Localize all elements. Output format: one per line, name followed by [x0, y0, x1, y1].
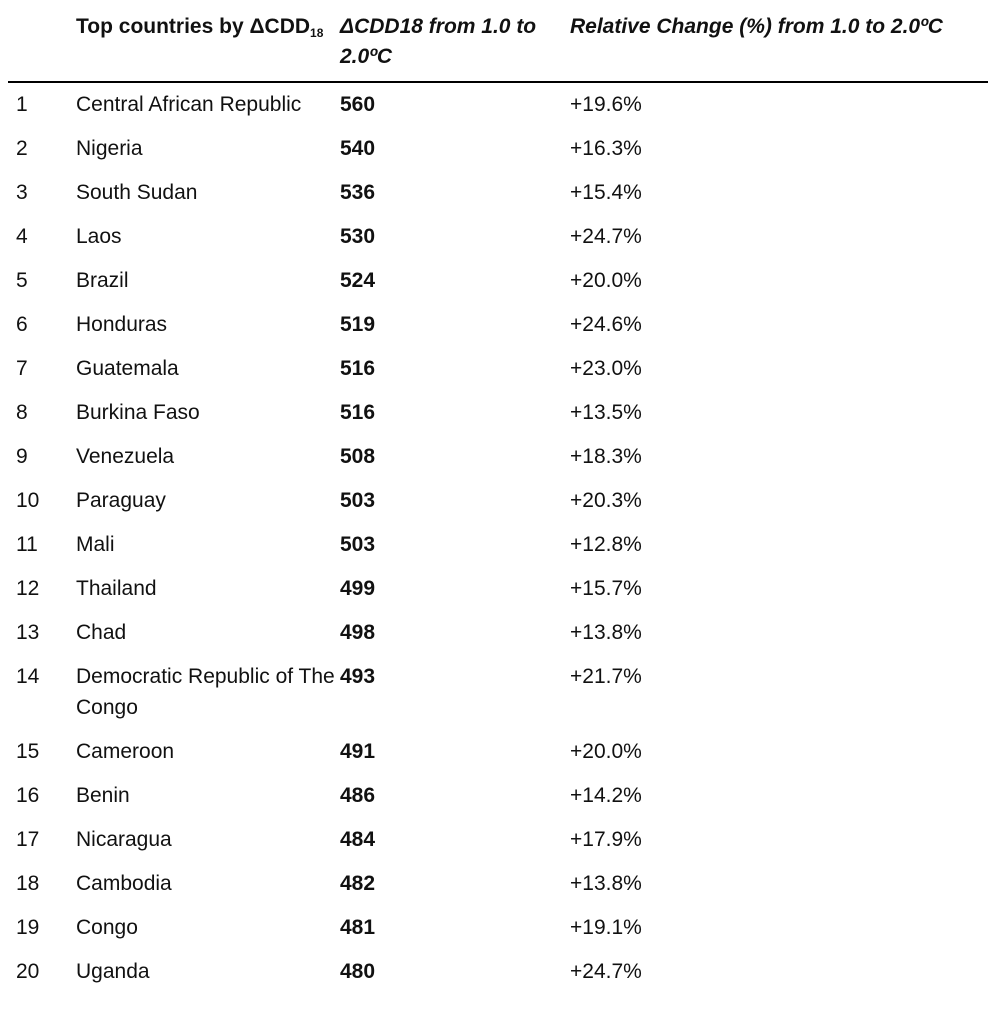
row-country: Guatemala [76, 357, 179, 380]
row-relative: +13.8% [570, 872, 642, 895]
row-country: Brazil [76, 269, 129, 292]
table-body [8, 82, 988, 994]
row-country: Democratic Republic of The Congo [76, 665, 335, 719]
row-rank: 20 [16, 960, 40, 983]
row-delta: 482 [340, 872, 376, 895]
row-rank: 18 [16, 872, 40, 895]
row-rank: 10 [16, 489, 40, 512]
row-country: Congo [76, 916, 138, 939]
header-country-subscript: 18 [310, 26, 324, 40]
row-delta: 484 [340, 828, 376, 851]
table-row [8, 655, 988, 730]
row-relative: +24.6% [570, 313, 642, 336]
row-rank: 11 [16, 533, 38, 556]
row-delta: 491 [340, 740, 376, 763]
row-relative: +21.7% [570, 665, 642, 688]
row-rank: 5 [16, 269, 28, 292]
row-relative: +12.8% [570, 533, 642, 556]
table-row [8, 730, 988, 774]
row-delta: 540 [340, 137, 376, 160]
row-rank: 13 [16, 621, 40, 644]
row-rank: 7 [16, 357, 28, 380]
table-row [8, 127, 988, 171]
row-relative: +18.3% [570, 445, 642, 468]
row-country: Uganda [76, 960, 150, 983]
row-relative: +19.1% [570, 916, 642, 939]
table-row [8, 818, 988, 862]
header-country-label: Top countries by ΔCDD [76, 15, 311, 38]
row-country: South Sudan [76, 181, 198, 204]
header-relative: Relative Change (%) from 1.0 to 2.0ºC [570, 6, 988, 82]
row-country: Mali [76, 533, 115, 556]
row-rank: 14 [16, 665, 40, 688]
row-country: Cameroon [76, 740, 175, 763]
table-row [8, 862, 988, 906]
table-row [8, 435, 988, 479]
table-row [8, 303, 988, 347]
table-row [8, 82, 988, 127]
row-delta: 498 [340, 621, 376, 644]
table-row [8, 215, 988, 259]
table-row [8, 906, 988, 950]
row-rank: 15 [16, 740, 40, 763]
row-rank: 6 [16, 313, 28, 336]
table-row [8, 347, 988, 391]
row-relative: +20.0% [570, 269, 642, 292]
row-rank: 4 [16, 225, 28, 248]
row-country: Burkina Faso [76, 401, 200, 424]
row-delta: 519 [340, 313, 376, 336]
row-delta: 480 [340, 960, 376, 983]
row-country: Laos [76, 225, 122, 248]
row-relative: +20.3% [570, 489, 642, 512]
row-rank: 3 [16, 181, 28, 204]
row-relative: +23.0% [570, 357, 642, 380]
row-delta: 486 [340, 784, 376, 807]
row-country: Chad [76, 621, 127, 644]
row-country: Nigeria [76, 137, 143, 160]
row-relative: +13.8% [570, 621, 642, 644]
row-country: Cambodia [76, 872, 172, 895]
row-delta: 503 [340, 533, 376, 556]
header-rank [8, 6, 76, 82]
row-relative: +20.0% [570, 740, 642, 763]
row-relative: +16.3% [570, 137, 642, 160]
row-delta: 536 [340, 181, 376, 204]
row-relative: +24.7% [570, 225, 642, 248]
countries-cdd-table [8, 6, 988, 994]
table-row [8, 611, 988, 655]
row-rank: 19 [16, 916, 40, 939]
row-delta: 481 [340, 916, 376, 939]
row-country: Honduras [76, 313, 168, 336]
row-country: Benin [76, 784, 130, 807]
row-relative: +15.7% [570, 577, 642, 600]
row-rank: 8 [16, 401, 28, 424]
table-row [8, 950, 988, 994]
row-delta: 499 [340, 577, 376, 600]
header-country [76, 6, 340, 82]
row-rank: 12 [16, 577, 40, 600]
row-rank: 17 [16, 828, 40, 851]
row-delta: 560 [340, 93, 376, 116]
row-relative: +17.9% [570, 828, 642, 851]
table-row [8, 523, 988, 567]
table-row [8, 479, 988, 523]
row-relative: +19.6% [570, 93, 642, 116]
table-header [8, 6, 988, 82]
row-delta: 493 [340, 665, 376, 688]
header-row [8, 6, 988, 82]
row-country: Thailand [76, 577, 157, 600]
row-delta: 503 [340, 489, 376, 512]
row-country: Central African Republic [76, 93, 302, 116]
table-row [8, 567, 988, 611]
row-country: Paraguay [76, 489, 166, 512]
table-row [8, 391, 988, 435]
row-rank: 1 [16, 93, 28, 116]
row-rank: 16 [16, 784, 40, 807]
row-relative: +13.5% [570, 401, 642, 424]
table-row [8, 259, 988, 303]
row-rank: 9 [16, 445, 28, 468]
table-row [8, 774, 988, 818]
row-rank: 2 [16, 137, 28, 160]
row-relative: +15.4% [570, 181, 642, 204]
row-delta: 508 [340, 445, 376, 468]
row-relative: +14.2% [570, 784, 642, 807]
row-delta: 524 [340, 269, 376, 292]
row-country: Venezuela [76, 445, 175, 468]
row-delta: 530 [340, 225, 376, 248]
row-delta: 516 [340, 401, 376, 424]
row-country: Nicaragua [76, 828, 172, 851]
row-delta: 516 [340, 357, 376, 380]
row-relative: +24.7% [570, 960, 642, 983]
table-row [8, 171, 988, 215]
header-delta: ΔCDD18 from 1.0 to 2.0ºC [340, 6, 570, 82]
